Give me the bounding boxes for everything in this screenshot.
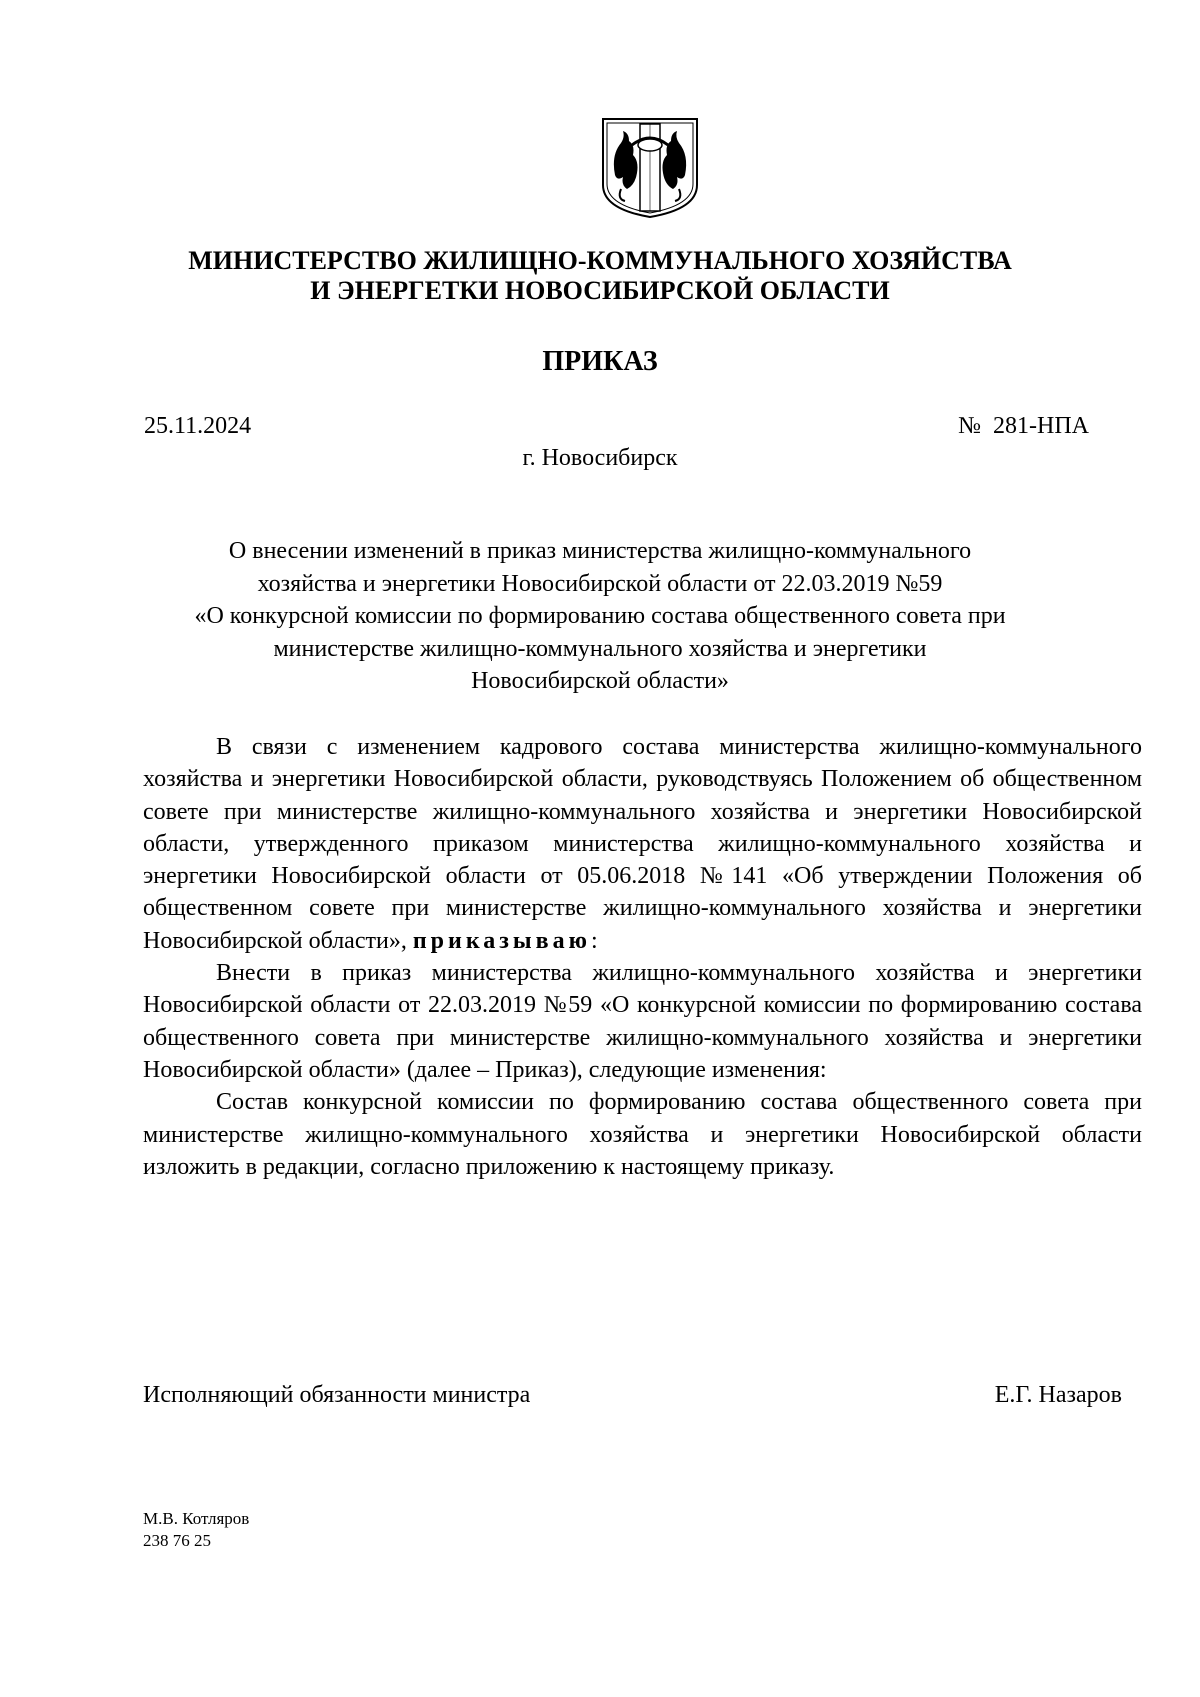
order-keyword: приказываю: [412, 927, 591, 954]
preamble-colon: :: [590, 927, 598, 954]
ministry-name-line-2: И ЭНЕРГЕТКИ НОВОСИБИРСКОЙ ОБЛАСТИ: [310, 276, 890, 305]
executor-phone: 238 76 25: [143, 1531, 211, 1550]
document-title: [140, 535, 1060, 698]
title-line-5: Новосибирской области»: [471, 668, 729, 694]
executor-name: М.В. Котляров: [143, 1509, 250, 1528]
title-line-1: О внесении изменений в приказ министерства жилищно-коммунального: [228, 538, 972, 564]
document-date: 25.11.2024: [144, 413, 252, 439]
ministry-name: [0, 246, 1200, 306]
ministry-name-line-1: МИНИСТЕРСТВО ЖИЛИЩНО-КОММУНАЛЬНОГО ХОЗЯЙСТВА: [188, 246, 1012, 275]
preamble-text: В связи с изменением кадрового состава министерства жилищно-коммунального хозяйства и энергетики Новосибирской области, руководствуясь Положением об общественном совете при министерстве жилищно-коммунального хозяйства и энергетики Новосибирской области, утвержденного приказом министерства жилищно-коммунального хозяйства и энергетики Новосибирской области от 05.06.2018 №141 «Об утверждении Положения об общественном совете при министерстве жилищно-коммунального хозяйства и энергетики Новосибирской области»,: [143, 734, 1142, 954]
title-line-3: «О конкурсной комиссии по формированию состава общественного совета при: [194, 603, 1006, 629]
title-line-2: хозяйства и энергетики Новосибирской области от 22.03.2019 №59: [257, 570, 943, 597]
signer-position: Исполняющий обязанности министра: [143, 1382, 531, 1408]
paragraph-preamble: [143, 731, 1142, 957]
document-city: г. Новосибирск: [522, 445, 678, 471]
executor-info: [143, 1508, 249, 1552]
coat-of-arms-icon: [599, 115, 701, 219]
document-type: ПРИКАЗ: [542, 346, 658, 377]
signer-name: Е.Г. Назаров: [994, 1382, 1122, 1408]
document-number: № 281-НПА: [958, 413, 1089, 439]
document-body: [143, 731, 1142, 1183]
paragraph-composition: Состав конкурсной комиссии по формированию состава общественного совета при министерстве жилищно-коммунального хозяйства и энергетики Новосибирской области изложить в редакции, согласно приложению к настоящему приказу.: [143, 1089, 1142, 1180]
paragraph-amendment: Внести в приказ министерства жилищно-коммунального хозяйства и энергетики Новосибирской области от 22.03.2019 №59 «О конкурсной комиссии по формированию состава общественного совета при министерстве жилищно-коммунального хозяйства и энергетики Новосибирской области» (далее – Приказ), следующие изменения:: [143, 960, 1142, 1083]
title-line-4: министерстве жилищно-коммунального хозяйства и энергетики: [273, 635, 927, 662]
